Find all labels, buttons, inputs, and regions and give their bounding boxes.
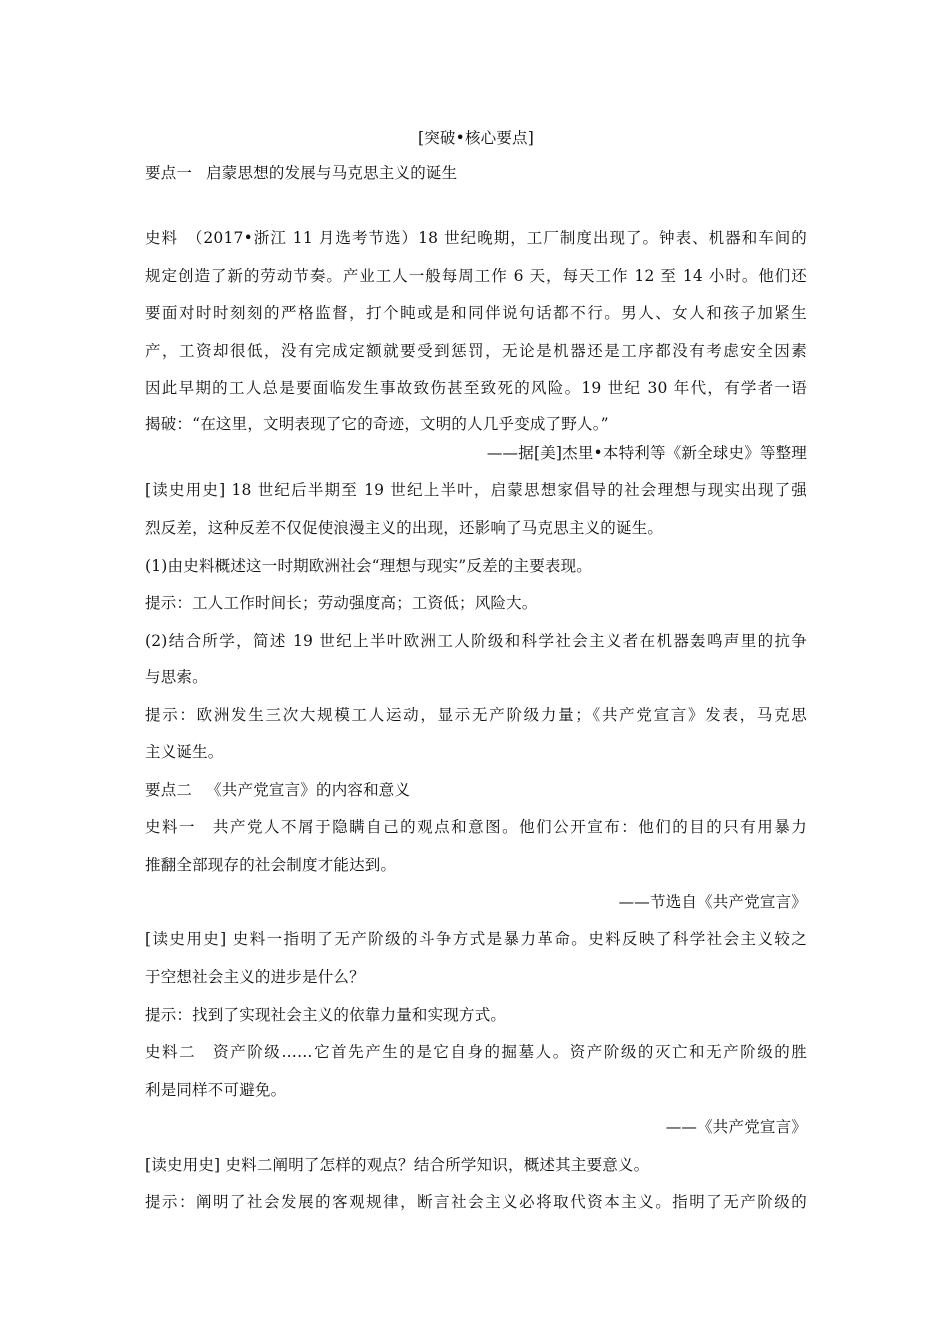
- answer-2-line: 提示：欧洲发生三次大规模工人运动，显示无产阶级力量；《共产党宣言》发表，马克思: [145, 706, 807, 724]
- point2-source2-line: 史料二 资产阶级……它首先产生的是它自身的掘墓人。资产阶级的灭亡和无产阶级的胜: [145, 1043, 807, 1061]
- point2-reading1-line: 于空想社会主义的进步是什么？: [145, 968, 365, 986]
- point2-source2-line: 利是同样不可避免。: [145, 1081, 287, 1099]
- point2-answer2-line: 提示：阐明了社会发展的客观规律，断言社会主义必将取代资本主义。指明了无产阶级的: [145, 1193, 807, 1211]
- section-title: [突破•核心要点]: [417, 129, 535, 147]
- point1-citation: ——据[美]杰里•本特利等《新全球史》等整理: [486, 444, 807, 462]
- question-2-line: 与思索。: [145, 668, 208, 686]
- point2-source1-line: 史料一 共产党人不屑于隐瞒自己的观点和意图。他们公开宣布：他们的目的只有用暴力: [145, 818, 807, 836]
- point1-source-line: 要面对时时刻刻的严格监督，打个盹或是和同伴说句话都不行。男人、女人和孩子加紧生: [145, 304, 807, 322]
- point1-title: 启蒙思想的发展与马克思主义的诞生: [206, 164, 458, 182]
- point1-label: 要点一: [145, 164, 193, 182]
- point2-label: 要点二: [145, 781, 193, 799]
- answer-1: 提示：工人工作时间长；劳动强度高；工资低；风险大。: [145, 594, 538, 612]
- question-2-line: (2)结合所学，简述 19 世纪上半叶欧洲工人阶级和科学社会主义者在机器轰鸣声里的抗争: [145, 632, 807, 650]
- point1-reading-line: 烈反差，这种反差不仅促使浪漫主义的出现，还影响了马克思主义的诞生。: [145, 519, 664, 537]
- point2-heading: [145, 780, 410, 800]
- point2-citation1: ——节选自《共产党宣言》: [618, 893, 807, 911]
- point1-source-line: 产，工资却很低，没有完成定额就要受到惩罚，无论是机器还是工序都没有考虑安全因素: [145, 342, 807, 360]
- point1-reading-line: [读史用史] 18 世纪后半期至 19 世纪上半叶，启蒙思想家倡导的社会理想与现实出现了强: [145, 481, 807, 499]
- point2-citation2: ——《共产党宣言》: [665, 1118, 807, 1136]
- point1-source-line: 史料 （2017•浙江 11 月选考节选）18 世纪晚期，工厂制度出现了。钟表、机器和车间的: [145, 229, 807, 247]
- point1-heading: [145, 163, 457, 183]
- point2-title: 《共产党宣言》的内容和意义: [206, 781, 411, 799]
- point2-answer1: 提示：找到了实现社会主义的依靠力量和实现方式。: [145, 1006, 507, 1024]
- point2-reading1-line: [读史用史] 史料一指明了无产阶级的斗争方式是暴力革命。史料反映了科学社会主义较之: [145, 930, 807, 948]
- answer-2-line: 主义诞生。: [145, 743, 224, 761]
- question-1: (1)由史料概述这一时期欧洲社会“理想与现实”反差的主要表现。: [145, 557, 593, 575]
- point1-source-line: 规定创造了新的劳动节奏。产业工人一般每周工作 6 天，每天工作 12 至 14 小时。他们还: [145, 267, 807, 285]
- point1-source-line: 揭破：“在这里，文明表现了它的奇迹，文明的人几乎变成了野人。”: [145, 415, 609, 433]
- point1-source-line: 因此早期的工人总是要面临发生事故致伤甚至致死的风险。19 世纪 30 年代，有学者一语: [145, 379, 807, 397]
- point2-reading2: [读史用史] 史料二阐明了怎样的观点？结合所学知识，概述其主要意义。: [145, 1156, 650, 1174]
- point2-source1-line: 推翻全部现存的社会制度才能达到。: [145, 856, 397, 874]
